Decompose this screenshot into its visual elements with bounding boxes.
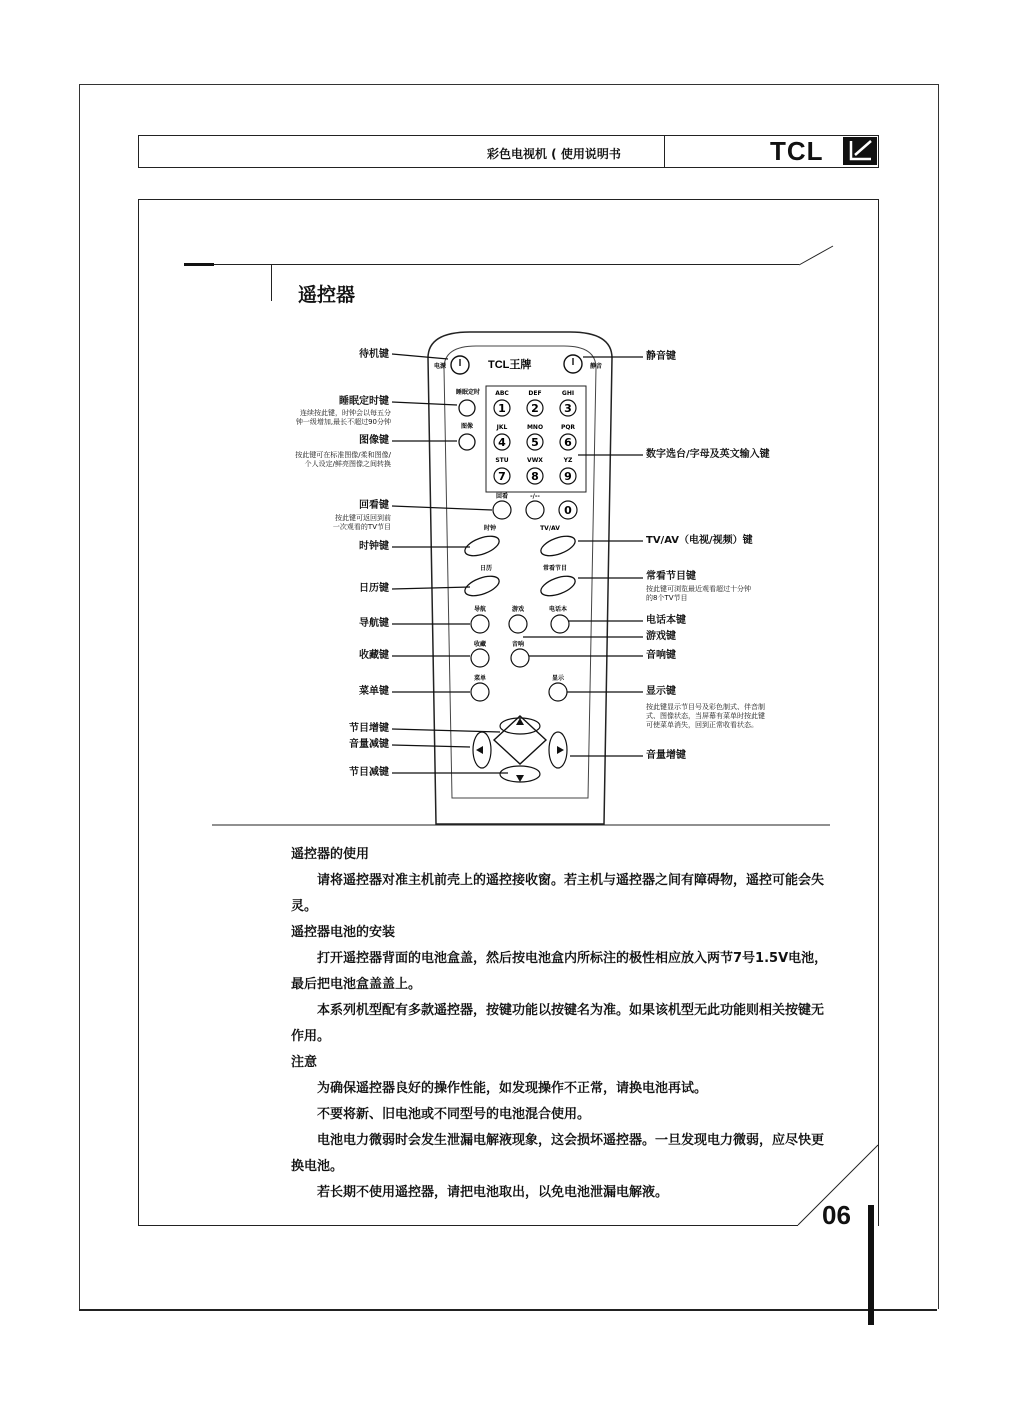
remote-power-label: 电源 — [433, 363, 447, 370]
note-recent-2: 的8个TV节目 — [646, 594, 688, 602]
digit-3: 3 — [564, 402, 572, 415]
notice-1: 为确保遥控器良好的操作性能，如发现操作不正常，请换电池再试。 — [317, 1081, 708, 1096]
label-standby: 待机键 — [359, 349, 389, 360]
svg-text:-/--: -/-- — [530, 493, 540, 500]
label-clock: 时钟键 — [359, 541, 389, 552]
notice-4: 若长期不使用遥控器，请把电池取出，以免电池泄漏电解液。 — [317, 1185, 669, 1200]
svg-text:STU: STU — [495, 457, 509, 464]
remote-brand: TCL王牌 — [488, 359, 532, 371]
label-game: 游戏键 — [646, 631, 676, 642]
svg-text:PQR: PQR — [560, 424, 576, 431]
label-sleep: 睡眠定时键 — [339, 396, 389, 407]
note-recall-2: 一次观看的TV节目 — [332, 523, 391, 531]
digit-6: 6 — [564, 436, 572, 449]
svg-text:DEF: DEF — [528, 390, 542, 397]
label-picture: 图像键 — [359, 435, 389, 446]
label-notebook: 电话本键 — [646, 615, 686, 626]
svg-text:菜单: 菜单 — [473, 675, 487, 682]
notice-3: 电池电力微弱时会发生泄漏电解液现象，这会损坏遥控器。一旦发现电力微弱，应尽快更换电池。 — [291, 1133, 825, 1174]
note-display-1: 按此键显示节目号及彩色制式、伴音制 — [646, 703, 765, 711]
remote-recall-label: 回看 — [495, 493, 509, 500]
label-recall: 回看键 — [359, 500, 389, 511]
digit-9: 9 — [564, 470, 572, 483]
remote-calendar-label: 日历 — [479, 565, 493, 572]
page-number: 06 — [822, 1200, 851, 1230]
heading-notice: 注意 — [291, 1055, 318, 1070]
svg-text:JKL: JKL — [496, 424, 508, 431]
digit-5: 5 — [531, 436, 539, 449]
svg-text:导航: 导航 — [473, 606, 487, 613]
note-display-2: 式、图像状态，当屏幕有菜单时按此键 — [646, 712, 765, 720]
header-title: 彩色电视机 ( 使用说明书 — [487, 147, 621, 161]
label-recent: 常看节目键 — [646, 571, 696, 582]
note-sleep-2: 钟一级增加,最长不超过90分钟 — [295, 418, 391, 426]
paragraph-usage: 请将遥控器对准主机前壳上的遥控接收窗。若主机与遥控器之间有障碍物，遥控可能会失灵。 — [291, 873, 825, 914]
paragraph-models: 本系列机型配有多款遥控器，按键功能以按键名为准。如果该机型无此功能则相关按键无作用。 — [291, 1003, 825, 1044]
svg-text:GHI: GHI — [561, 390, 575, 397]
remote-clock-label: 时钟 — [483, 525, 497, 532]
label-vol-up: 音量增键 — [646, 750, 686, 761]
svg-text:MNO: MNO — [526, 424, 544, 431]
label-calendar: 日历键 — [359, 583, 389, 594]
note-recall-1: 按此键可返回到前 — [335, 514, 391, 522]
svg-text:收藏: 收藏 — [473, 641, 487, 648]
label-ch-up: 节目增键 — [349, 723, 389, 734]
digit-0: 0 — [564, 504, 572, 517]
paragraph-battery: 打开遥控器背面的电池盒盖，然后按电池盒内所标注的极性相应放入两节7号1.5V电池，最后把电池盒盖盖上。 — [291, 951, 828, 992]
remote-recent-label: 常看节目 — [542, 565, 568, 572]
heading-battery: 遥控器电池的安装 — [291, 925, 396, 940]
svg-text:ABC: ABC — [495, 390, 509, 397]
label-ch-down: 节目减键 — [349, 767, 389, 778]
remote-tvav-label: TV/AV — [540, 525, 560, 532]
note-picture-2: 个人设定/鲜亮图像之间转换 — [304, 460, 391, 468]
label-fav: 收藏键 — [359, 650, 389, 661]
remote-mute-label: 静音 — [589, 363, 603, 370]
svg-text:显示: 显示 — [551, 675, 565, 682]
body-text — [291, 842, 831, 1206]
svg-text:游戏: 游戏 — [511, 606, 525, 613]
digit-1: 1 — [498, 402, 506, 415]
remote-picture-label: 图像 — [460, 423, 474, 430]
label-sound: 音响键 — [646, 650, 676, 661]
label-menu: 菜单键 — [359, 686, 389, 697]
digit-7: 7 — [498, 470, 506, 483]
label-nav: 导航键 — [359, 618, 389, 629]
svg-text:音响: 音响 — [511, 641, 525, 648]
brand-logo-text: TCL — [770, 136, 824, 166]
label-digits: 数字选台/字母及英文输入键 — [646, 449, 770, 460]
note-recent-1: 按此键可浏览最近观看超过十分钟 — [646, 585, 751, 593]
svg-text:YZ: YZ — [563, 457, 573, 464]
digit-2: 2 — [531, 402, 539, 415]
digit-4: 4 — [498, 436, 506, 449]
label-display: 显示键 — [646, 686, 676, 697]
note-picture-1: 按此键可在标准图像/柔和图像/ — [295, 451, 391, 459]
svg-text:VWX: VWX — [527, 457, 543, 464]
heading-usage: 遥控器的使用 — [291, 847, 370, 862]
svg-text:电话本: 电话本 — [548, 606, 568, 613]
note-sleep-1: 连续按此键，时钟会以每五分 — [300, 409, 391, 417]
label-mute: 静音键 — [646, 351, 676, 362]
section-title: 遥控器 — [298, 284, 356, 306]
digit-8: 8 — [531, 470, 539, 483]
note-display-3: 可使菜单消失，回到正常收看状态。 — [646, 721, 758, 729]
notice-2: 不要将新、旧电池或不同型号的电池混合使用。 — [317, 1107, 591, 1122]
label-tvav: TV/AV（电视/视频）键 — [646, 535, 753, 546]
label-vol-down: 音量减键 — [349, 739, 389, 750]
remote-sleep-label: 睡眠定时 — [455, 389, 481, 396]
